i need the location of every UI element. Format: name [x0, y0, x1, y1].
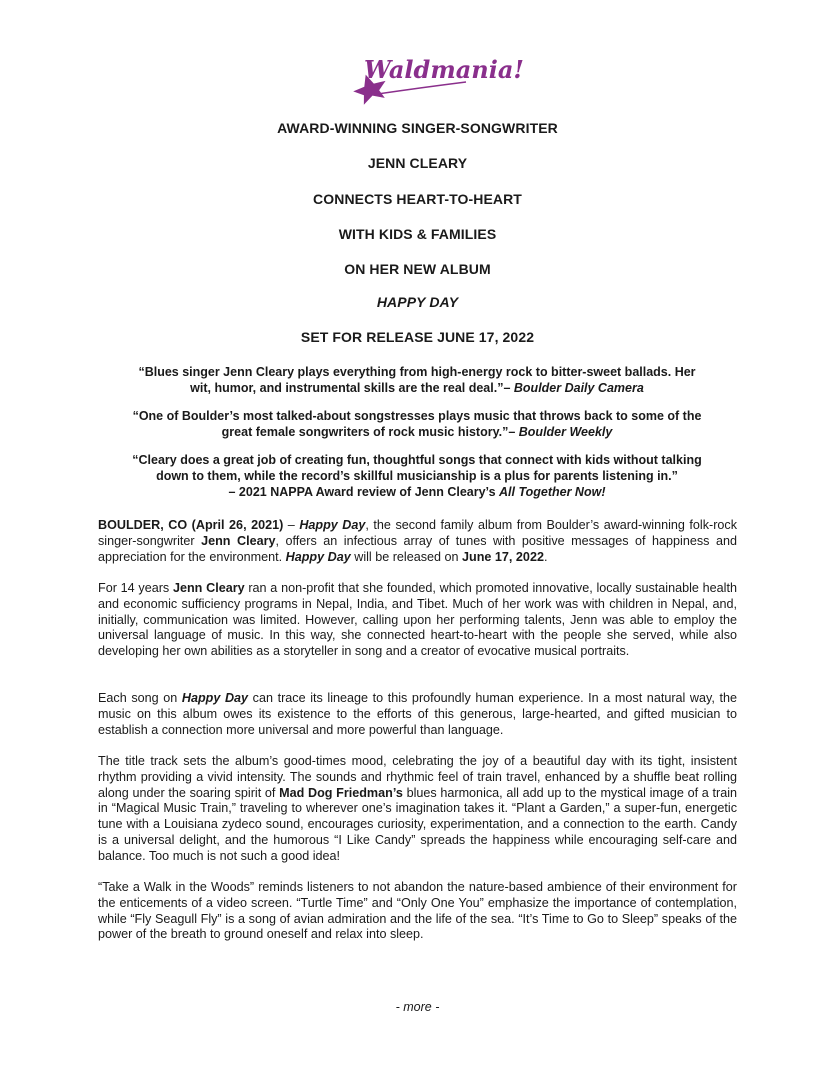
quote-line: “Blues singer Jenn Cleary plays everything from high-energy rock to bitter-sweet ballads. Her: [138, 365, 696, 379]
headline-line-4: WITH KIDS & FAMILIES: [338, 226, 497, 242]
paragraph-intro: [98, 518, 737, 565]
text-run: .: [543, 549, 548, 564]
quote-line: [92, 424, 742, 440]
headline-line-1: AWARD-WINNING SINGER-SONGWRITER: [277, 120, 558, 136]
release-date: June 17, 2022: [462, 549, 544, 564]
logo-text: Waldmania!: [364, 55, 524, 84]
quote-line: “Cleary does a great job of creating fun, thoughtful songs that connect with kids without talking: [132, 453, 702, 467]
text-run: ran a non-profit that she founded, which promoted innovative, locally sustainable health and economic sufficiency programs in Nepal, India, and Tibet. Much of her work was with children in Nepal, and, initially, communication was limited. However, calling upon her performing talents, Jenn was able to employ the universal language of music. In this way, she connected heart-to-heart with the people she served, while also developing her own abilities as a storyteller in song and a creator of evocative musical portraits.: [98, 581, 737, 659]
artist-name: Jenn Cleary: [172, 581, 245, 595]
quote-line: [92, 484, 742, 500]
album-title: Happy Day: [181, 691, 249, 705]
text-run: Each song on: [98, 691, 182, 705]
waldmania-logo: [348, 44, 524, 102]
text-run: For 14 years: [98, 581, 173, 595]
artist-name: Jenn Cleary: [201, 533, 276, 548]
quote-text: great female songwriters of rock music history.”–: [221, 425, 519, 439]
paragraph-tracks: [98, 754, 737, 865]
quote-text: wit, humor, and instrumental skills are the real deal.”–: [190, 381, 514, 395]
paragraph-more-tracks: [98, 880, 737, 943]
quote-source: Boulder Weekly: [518, 425, 613, 439]
more-footer: - more -: [395, 1000, 440, 1014]
text-run: blues harmonica, all add up to the mystical image of a train in “Magical Music Train,” traveling to wherever one’s imagination takes it. “Plant a Garden,” a super-fun, energetic tune with a Louisiana zydeco sound, encourages curiosity, experimentation, and a connection to the earth. Candy is a universal delight, and the humorous “I Like Candy” spreads the happiness while encouraging self-care and balance. Too much is not such a good idea!: [98, 785, 738, 863]
quote-boulder-weekly: [92, 408, 742, 440]
album-title: Happy Day: [299, 518, 366, 532]
quote-line: [92, 380, 742, 396]
headline-line-5: ON HER NEW ALBUM: [344, 261, 491, 277]
text-run: will be released on: [350, 549, 463, 564]
quote-source: All Together Now!: [499, 485, 606, 499]
dateline: BOULDER, CO (April 26, 2021): [98, 518, 284, 532]
album-title: Happy Day: [285, 549, 351, 564]
quote-line: down to them, while the record’s skillful musicianship is a plus for parents listening in.”: [156, 469, 678, 483]
quote-source: Boulder Daily Camera: [513, 381, 644, 395]
headline-album: HAPPY DAY: [376, 294, 459, 310]
quote-line: “One of Boulder’s most talked-about songstresses plays music that throws back to some of the: [132, 409, 702, 423]
guest-name: Mad Dog Friedman’s: [279, 785, 403, 800]
text-run: The title track sets the album’s good-times mood, celebrating the joy of a beautiful day with its tight, insistent rhythm providing a vivid intensity. The sounds and rhythmic feel of train travel, enhanced by a shuffle beat rolling along under the soaring spirit of: [98, 754, 737, 800]
headline-artist: JENN CLEARY: [367, 155, 468, 171]
text-run: “Take a Walk in the Woods” reminds listeners to not abandon the nature-based ambience of their environment for the enticements of a video screen. “Turtle Time” and “Only One You” emphasize the importance of contemplation, while “Fly Seagull Fly” is a song of avian admiration and the life of the sea. “It’s Time to Go to Sleep” speaks of the power of the breath to ground oneself and relax into sleep.: [98, 880, 737, 942]
text-run: , the second family album from Boulder’s award-winning folk-rock singer-songwriter: [98, 518, 737, 548]
text-run: , offers an infectious array of tunes with positive messages of happiness and appreciation for the environment.: [98, 533, 737, 564]
text-run: can trace its lineage to this profoundly human experience. In a most natural way, the music on this album owes its existence to the efforts of this generous, large-hearted, and gifted musician to establish a connection more universal and more powerful than language.: [98, 691, 737, 737]
quote-daily-camera: [92, 364, 742, 396]
text-run: –: [283, 518, 300, 532]
headline-line-3: CONNECTS HEART-TO-HEART: [313, 191, 522, 207]
paragraph-nonprofit: [98, 581, 737, 660]
paragraph-lineage: [98, 691, 737, 738]
quote-text: – 2021 NAPPA Award review of Jenn Cleary’s: [228, 485, 499, 499]
headline-release: SET FOR RELEASE JUNE 17, 2022: [300, 329, 535, 345]
quote-nappa: [92, 452, 742, 500]
logo-star-icon: [348, 44, 524, 102]
